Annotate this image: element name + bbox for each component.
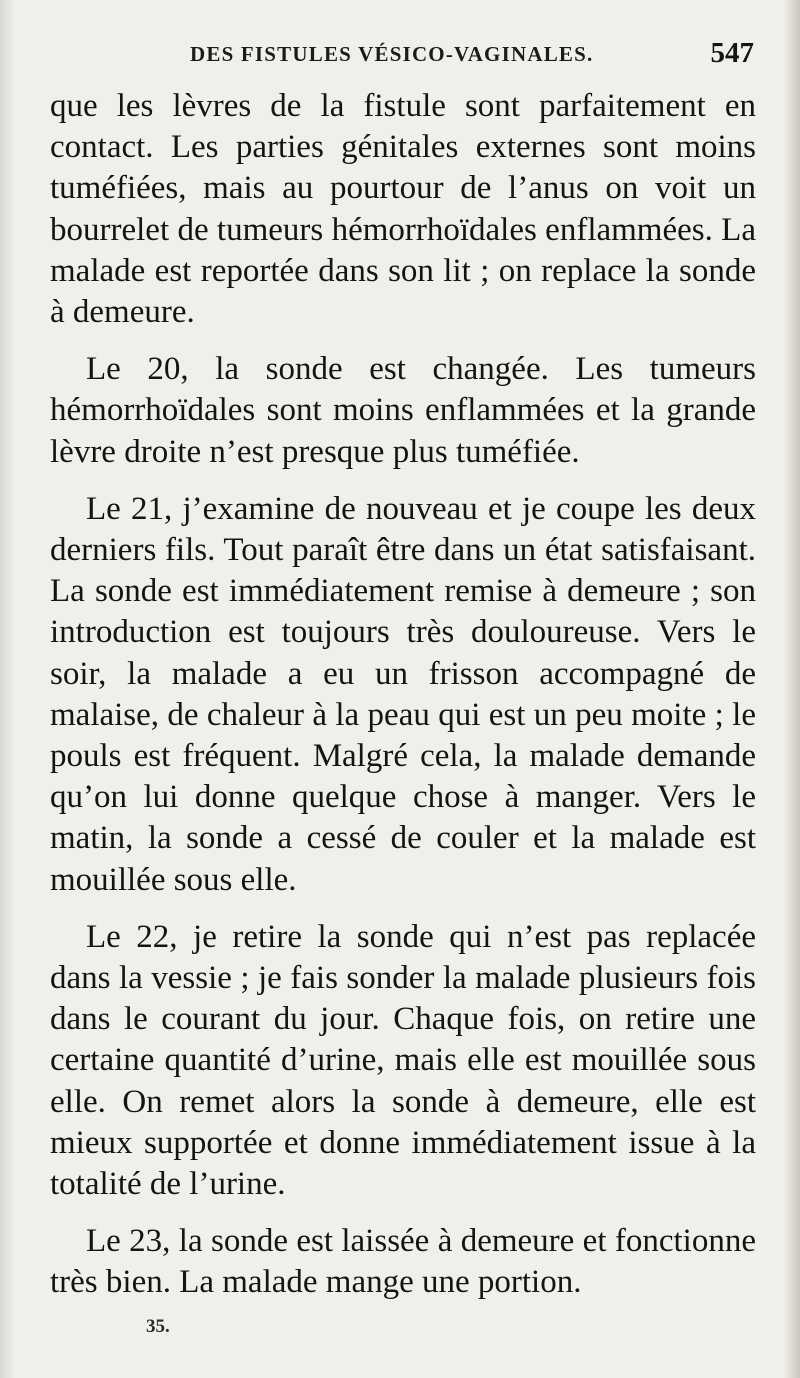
page-right-shadow bbox=[784, 0, 800, 1378]
page-number: 547 bbox=[710, 37, 754, 69]
paragraph-continuation: que les lèvres de la fistule sont parfaitement en contact. Les parties génitales externes sont moins tuméfiées, mais au pourtour de l’anus on voit un bourrelet de tumeurs hémorrhoïdales enflammées. La malade est reportée dans son lit ; on replace la sonde à demeure. bbox=[50, 88, 756, 331]
body-text bbox=[50, 86, 756, 1320]
running-head: DES FISTULES VÉSICO-VAGINALES. bbox=[190, 42, 594, 66]
paragraph-day-20: Le 20, la sonde est changée. Les tumeurs hémorrhoïdales sont moins enflammées et la grande lèvre droite n’est presque plus tuméfiée. bbox=[50, 351, 756, 470]
page-header bbox=[50, 37, 758, 74]
paragraph-day-22: Le 22, je retire la sonde qui n’est pas replacée dans la vessie ; je fais sonder la malade plusieurs fois dans le courant du jour. Chaque fois, on retire une certaine quantité d’urine, mais elle est mouillée sous elle. On remet alors la sonde à demeure, elle est mieux supportée et donne immédiatement issue à la totalité de l’urine. bbox=[50, 918, 756, 1203]
page-left-shadow bbox=[0, 0, 14, 1378]
paragraph-day-21: Le 21, j’examine de nouveau et je coupe les deux derniers fils. Tout paraît être dans un état satisfaisant. La sonde est immédiatement remise à demeure ; son introduction est toujours très douloureuse. Vers le soir, la malade a eu un frisson accompagné de malaise, de chaleur à la peau qui est un peu moite ; le pouls est fréquent. Malgré cela, la malade demande qu’on lui donne quelque chose à manger. Vers le matin, la sonde a cessé de couler et la malade est mouillée sous elle. bbox=[50, 490, 756, 898]
signature-mark: 35. bbox=[146, 1316, 170, 1337]
paragraph-day-23: Le 23, la sonde est laissée à demeure et fonctionne très bien. La malade mange une portion. bbox=[50, 1223, 756, 1301]
